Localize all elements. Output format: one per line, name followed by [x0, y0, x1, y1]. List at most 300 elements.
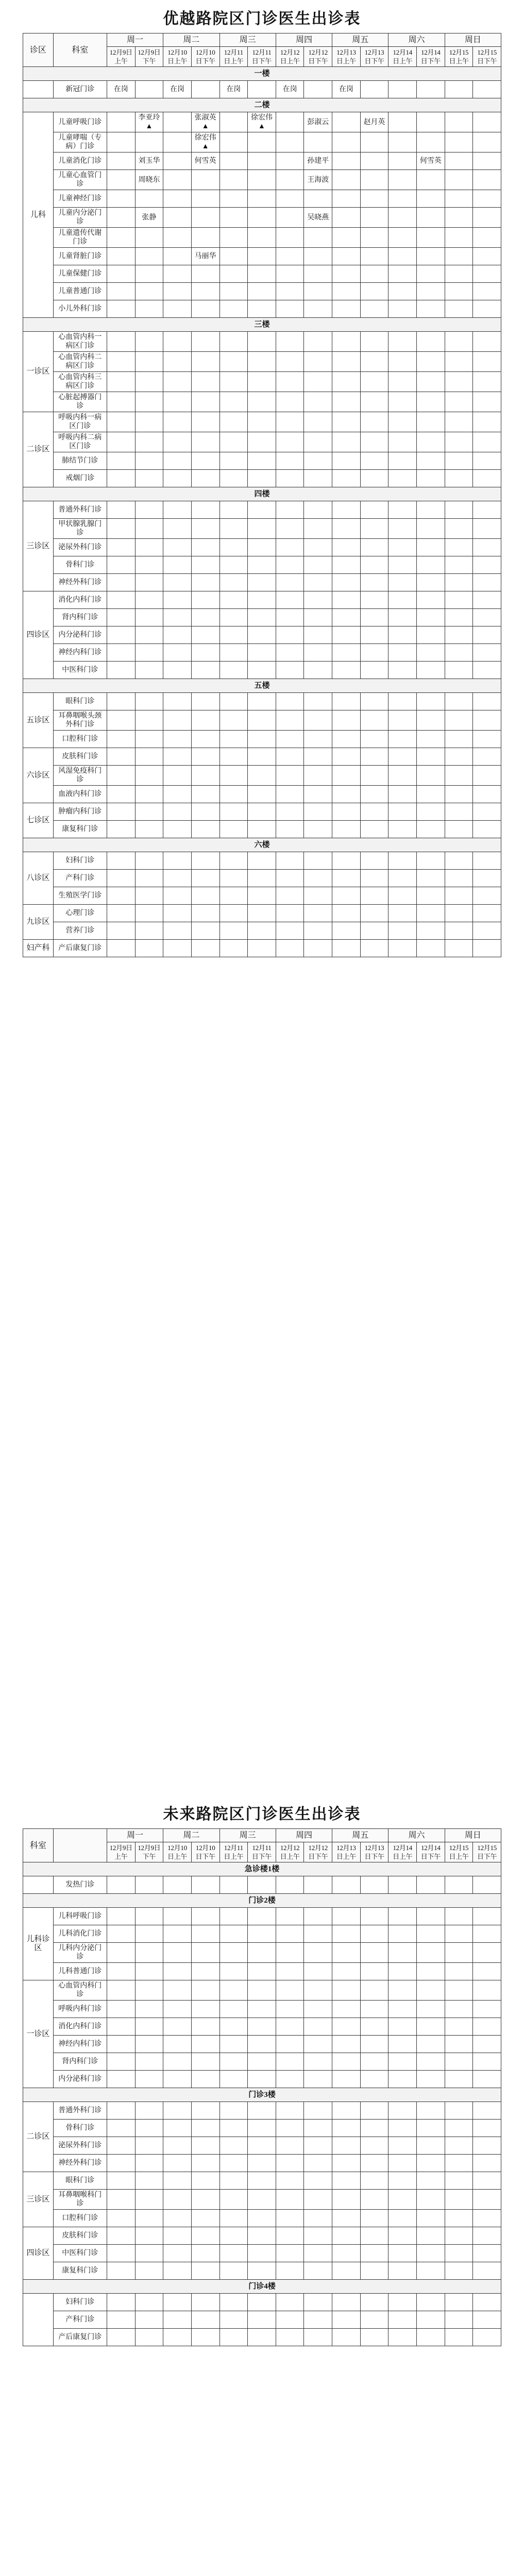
doctor-cell [304, 470, 332, 487]
doctor-cell [107, 539, 135, 556]
doctor-cell [163, 2071, 192, 2088]
doctor-cell [276, 556, 304, 574]
doctor-cell [107, 852, 135, 870]
doctor-cell [191, 300, 219, 318]
doctor-cell [163, 2245, 192, 2262]
sheet-title: 优越路院区门诊医生出诊表 [163, 10, 361, 27]
doctor-cell [304, 852, 332, 870]
doctor-cell [388, 412, 417, 432]
doctor-cell [473, 644, 501, 662]
doctor-cell [417, 300, 445, 318]
doctor-cell [304, 352, 332, 372]
doctor-cell [360, 852, 388, 870]
doctor-cell [332, 112, 361, 132]
doctor-cell [276, 1980, 304, 2001]
dept-cell: 消化内科门诊 [53, 591, 107, 609]
doctor-cell [304, 2329, 332, 2346]
doctor-cell [107, 170, 135, 190]
doctor-cell [304, 591, 332, 609]
doctor-cell [445, 1908, 473, 1925]
table-row [23, 132, 501, 152]
header-session-date: 12月14日下午 [417, 47, 445, 67]
doctor-cell [135, 556, 163, 574]
floor-heading: 门诊3楼 [23, 2088, 501, 2102]
doctor-cell [304, 710, 332, 731]
doctor-cell [388, 2190, 417, 2210]
dept-cell: 肿瘤内科门诊 [53, 803, 107, 821]
dept-cell: 泌尿外科门诊 [53, 539, 107, 556]
doctor-cell [473, 2120, 501, 2137]
doctor-cell [332, 940, 361, 957]
doctor-cell [163, 372, 192, 392]
dept-cell: 心理门诊 [53, 905, 107, 922]
doctor-cell [219, 887, 248, 905]
doctor-cell [219, 731, 248, 748]
doctor-cell [360, 1925, 388, 1943]
header-zone: 科室 [23, 1829, 54, 1862]
doctor-cell [360, 332, 388, 352]
doctor-cell [248, 1908, 276, 1925]
doctor-cell [135, 922, 163, 940]
doctor-cell [107, 693, 135, 710]
doctor-cell: 张淑英▲ [191, 112, 219, 132]
table-row [23, 556, 501, 574]
doctor-cell [417, 519, 445, 539]
doctor-cell [332, 887, 361, 905]
doctor-cell [473, 2294, 501, 2311]
doctor-cell [219, 870, 248, 887]
doctor-cell [360, 870, 388, 887]
doctor-cell [135, 2227, 163, 2245]
doctor-cell [163, 2210, 192, 2227]
doctor-cell [191, 748, 219, 766]
doctor-cell [248, 870, 276, 887]
doctor-cell [445, 1925, 473, 1943]
doctor-cell [135, 710, 163, 731]
doctor-cell [191, 905, 219, 922]
doctor-cell [388, 283, 417, 300]
floor-heading: 三楼 [23, 318, 501, 332]
doctor-cell [417, 1980, 445, 2001]
doctor-cell [248, 228, 276, 248]
floor-heading: 门诊4楼 [23, 2280, 501, 2294]
table-row [23, 300, 501, 318]
doctor-cell [417, 170, 445, 190]
doctor-cell [163, 662, 192, 679]
doctor-cell [473, 190, 501, 208]
doctor-cell [191, 1943, 219, 1963]
doctor-cell [388, 2018, 417, 2036]
doctor-cell [473, 1963, 501, 1980]
table-row [23, 2137, 501, 2155]
doctor-cell [360, 591, 388, 609]
doctor-cell [388, 821, 417, 838]
doctor-cell [332, 539, 361, 556]
doctor-cell [332, 852, 361, 870]
doctor-cell [135, 2190, 163, 2210]
doctor-cell [304, 372, 332, 392]
dept-cell: 耳鼻咽喉头颈外科门诊 [53, 710, 107, 731]
doctor-cell [248, 132, 276, 152]
doctor-cell [107, 905, 135, 922]
doctor-cell [304, 2053, 332, 2071]
doctor-cell [135, 283, 163, 300]
doctor-cell [332, 2018, 361, 2036]
doctor-cell [473, 2137, 501, 2155]
table-row [23, 1963, 501, 1980]
doctor-cell [304, 2245, 332, 2262]
doctor-cell [473, 432, 501, 452]
doctor-cell [304, 803, 332, 821]
doctor-cell [276, 887, 304, 905]
doctor-cell [388, 556, 417, 574]
doctor-cell [163, 452, 192, 470]
table-row [23, 591, 501, 609]
doctor-cell [248, 591, 276, 609]
doctor-cell [445, 940, 473, 957]
doctor-cell [417, 2210, 445, 2227]
doctor-cell [191, 2294, 219, 2311]
doctor-cell [107, 432, 135, 452]
doctor-cell [191, 786, 219, 803]
dept-cell: 中医科门诊 [53, 662, 107, 679]
doctor-cell [388, 2329, 417, 2346]
doctor-cell [163, 501, 192, 519]
table-row [23, 662, 501, 679]
dept-cell: 戒烟门诊 [53, 470, 107, 487]
doctor-cell [304, 821, 332, 838]
doctor-cell [107, 2262, 135, 2280]
doctor-cell [445, 412, 473, 432]
doctor-cell [473, 803, 501, 821]
doctor-cell [135, 821, 163, 838]
dept-cell: 骨科门诊 [53, 556, 107, 574]
doctor-cell [107, 412, 135, 432]
doctor-cell [191, 1908, 219, 1925]
doctor-cell [473, 332, 501, 352]
doctor-cell [360, 2329, 388, 2346]
doctor-cell [388, 626, 417, 644]
table-row [23, 352, 501, 372]
dept-cell: 儿童内分泌门诊 [53, 208, 107, 228]
doctor-cell [163, 710, 192, 731]
dept-cell: 口腔科门诊 [53, 731, 107, 748]
table-row [23, 332, 501, 352]
header-day: 周日 [445, 33, 501, 47]
doctor-cell [276, 152, 304, 170]
doctor-cell [332, 922, 361, 940]
doctor-cell [388, 852, 417, 870]
doctor-cell [473, 2262, 501, 2280]
doctor-cell [107, 887, 135, 905]
doctor-cell [135, 372, 163, 392]
header-session-date: 12月13日下午 [360, 1842, 388, 1862]
doctor-cell [191, 609, 219, 626]
dept-cell: 消化内科门诊 [53, 2018, 107, 2036]
dept-cell: 心脏起搏器门诊 [53, 392, 107, 412]
doctor-cell [107, 248, 135, 265]
doctor-cell [107, 2190, 135, 2210]
doctor-cell [473, 591, 501, 609]
table-row [23, 609, 501, 626]
doctor-cell [163, 2001, 192, 2018]
doctor-cell [304, 332, 332, 352]
doctor-cell [107, 2172, 135, 2190]
doctor-cell [219, 574, 248, 591]
doctor-cell [248, 626, 276, 644]
doctor-cell [276, 228, 304, 248]
doctor-cell [332, 591, 361, 609]
doctor-cell [163, 1963, 192, 1980]
doctor-cell [445, 922, 473, 940]
doctor-cell [135, 332, 163, 352]
doctor-cell [135, 132, 163, 152]
doctor-cell [219, 2001, 248, 2018]
doctor-cell [163, 2190, 192, 2210]
doctor-cell [360, 662, 388, 679]
doctor-cell [388, 766, 417, 786]
doctor-cell [163, 731, 192, 748]
doctor-cell [163, 786, 192, 803]
doctor-cell [248, 803, 276, 821]
sheet-title: 未来路院区门诊医生出诊表 [163, 1806, 361, 1823]
doctor-cell [388, 731, 417, 748]
doctor-cell [332, 693, 361, 710]
doctor-cell [417, 432, 445, 452]
doctor-cell [417, 412, 445, 432]
doctor-cell [248, 208, 276, 228]
doctor-cell [135, 81, 163, 98]
doctor-cell [304, 1980, 332, 2001]
header-session-date: 12月12日上午 [276, 47, 304, 67]
doctor-cell [417, 1925, 445, 1943]
doctor-cell [219, 2245, 248, 2262]
doctor-cell [417, 452, 445, 470]
doctor-cell [417, 2190, 445, 2210]
doctor-cell [135, 852, 163, 870]
doctor-cell [135, 501, 163, 519]
doctor-cell [163, 887, 192, 905]
doctor-cell [417, 940, 445, 957]
doctor-cell [219, 2329, 248, 2346]
doctor-cell [304, 1876, 332, 1894]
doctor-cell [107, 332, 135, 352]
doctor-cell [191, 852, 219, 870]
doctor-cell [248, 609, 276, 626]
doctor-cell [304, 556, 332, 574]
doctor-cell [191, 2329, 219, 2346]
doctor-cell [473, 2018, 501, 2036]
doctor-cell [473, 922, 501, 940]
doctor-cell [248, 352, 276, 372]
doctor-cell [248, 821, 276, 838]
doctor-cell [473, 710, 501, 731]
dept-cell: 心血管内科门诊 [53, 1980, 107, 2001]
doctor-cell [219, 190, 248, 208]
header-session-date: 12月13日下午 [360, 47, 388, 67]
doctor-cell [135, 905, 163, 922]
doctor-cell [304, 574, 332, 591]
doctor-cell [107, 470, 135, 487]
doctor-cell [135, 519, 163, 539]
doctor-cell [107, 132, 135, 152]
doctor-cell [360, 887, 388, 905]
header-session-date: 12月11日下午 [248, 47, 276, 67]
doctor-cell [360, 609, 388, 626]
doctor-cell [107, 748, 135, 766]
doctor-cell [304, 1925, 332, 1943]
doctor-cell: 在岗 [276, 81, 304, 98]
dept-cell: 风湿免疫科门诊 [53, 766, 107, 786]
doctor-cell [107, 372, 135, 392]
doctor-cell [332, 2172, 361, 2190]
doctor-cell [417, 228, 445, 248]
doctor-cell [473, 300, 501, 318]
doctor-cell [445, 1876, 473, 1894]
doctor-cell [276, 1943, 304, 1963]
doctor-cell [135, 644, 163, 662]
doctor-cell [304, 905, 332, 922]
dept-cell: 中医科门诊 [53, 2245, 107, 2262]
doctor-cell [276, 710, 304, 731]
table-row [23, 2102, 501, 2120]
doctor-cell [417, 2245, 445, 2262]
doctor-cell [163, 2120, 192, 2137]
doctor-cell [107, 922, 135, 940]
doctor-cell [276, 170, 304, 190]
doctor-cell [219, 2190, 248, 2210]
doctor-cell [360, 81, 388, 98]
table-row [23, 1980, 501, 2001]
doctor-cell [360, 2137, 388, 2155]
doctor-cell [248, 2001, 276, 2018]
doctor-cell [473, 392, 501, 412]
doctor-cell [360, 710, 388, 731]
doctor-cell [445, 208, 473, 228]
doctor-cell [445, 2001, 473, 2018]
doctor-cell [107, 352, 135, 372]
doctor-cell [332, 132, 361, 152]
doctor-cell [445, 2053, 473, 2071]
doctor-cell [219, 852, 248, 870]
doctor-cell [276, 2311, 304, 2329]
table-row [23, 2227, 501, 2245]
doctor-cell [107, 2036, 135, 2053]
doctor-cell [473, 2036, 501, 2053]
doctor-cell [191, 887, 219, 905]
doctor-cell [107, 208, 135, 228]
doctor-cell [219, 452, 248, 470]
doctor-cell [107, 1980, 135, 2001]
doctor-cell [388, 2102, 417, 2120]
doctor-cell [332, 2210, 361, 2227]
doctor-cell [445, 300, 473, 318]
zone-cell [23, 1876, 54, 1894]
dept-cell: 眼科门诊 [53, 693, 107, 710]
doctor-cell [248, 2329, 276, 2346]
doctor-cell [219, 821, 248, 838]
doctor-cell [360, 300, 388, 318]
doctor-cell [191, 591, 219, 609]
doctor-cell [473, 2071, 501, 2088]
zone-cell: 儿科 [23, 112, 54, 318]
doctor-cell [473, 452, 501, 470]
doctor-cell: 马丽华 [191, 248, 219, 265]
table-row [23, 2294, 501, 2311]
doctor-cell [219, 2053, 248, 2071]
doctor-cell [163, 1876, 192, 1894]
doctor-cell [304, 2172, 332, 2190]
doctor-cell [135, 1980, 163, 2001]
header-session-date: 12月15日下午 [473, 47, 501, 67]
table-row [23, 1943, 501, 1963]
doctor-cell: 在岗 [219, 81, 248, 98]
doctor-cell [360, 470, 388, 487]
doctor-cell [191, 710, 219, 731]
header-day: 周一 [107, 1829, 163, 1842]
doctor-cell [473, 887, 501, 905]
header-session-date: 12月12日下午 [304, 47, 332, 67]
doctor-cell [417, 574, 445, 591]
table-row [23, 2311, 501, 2329]
doctor-cell [191, 2190, 219, 2210]
zone-cell: 八诊区 [23, 852, 54, 905]
doctor-cell [445, 152, 473, 170]
doctor-cell [219, 352, 248, 372]
doctor-cell [248, 2210, 276, 2227]
doctor-cell [219, 1876, 248, 1894]
zone-cell: 七诊区 [23, 803, 54, 838]
header-session-date: 12月10日下午 [191, 1842, 219, 1862]
dept-cell: 儿童遗传代谢门诊 [53, 228, 107, 248]
doctor-cell [304, 501, 332, 519]
doctor-cell: 赵月英 [360, 112, 388, 132]
doctor-cell [304, 190, 332, 208]
table-row [23, 170, 501, 190]
doctor-cell [360, 248, 388, 265]
doctor-cell [219, 2172, 248, 2190]
doctor-cell [135, 731, 163, 748]
doctor-cell [219, 748, 248, 766]
doctor-cell [304, 2190, 332, 2210]
doctor-cell [219, 922, 248, 940]
doctor-cell [388, 662, 417, 679]
doctor-cell [304, 412, 332, 432]
doctor-cell [276, 470, 304, 487]
doctor-cell [219, 1980, 248, 2001]
header-session-date: 12月9日上午 [107, 1842, 135, 1862]
doctor-cell: 在岗 [163, 81, 192, 98]
floor-heading: 急诊楼1楼 [23, 1862, 501, 1876]
doctor-cell [248, 1980, 276, 2001]
doctor-cell [276, 662, 304, 679]
doctor-cell [191, 2102, 219, 2120]
doctor-cell [473, 748, 501, 766]
doctor-cell [191, 731, 219, 748]
doctor-cell [219, 300, 248, 318]
doctor-cell [445, 821, 473, 838]
doctor-cell [388, 2294, 417, 2311]
doctor-cell [360, 2001, 388, 2018]
table-row [23, 283, 501, 300]
doctor-cell [388, 432, 417, 452]
doctor-cell [360, 2018, 388, 2036]
doctor-cell [417, 2036, 445, 2053]
doctor-cell [135, 2262, 163, 2280]
doctor-cell [276, 2137, 304, 2155]
header-day: 周一 [107, 33, 163, 47]
doctor-cell [360, 132, 388, 152]
